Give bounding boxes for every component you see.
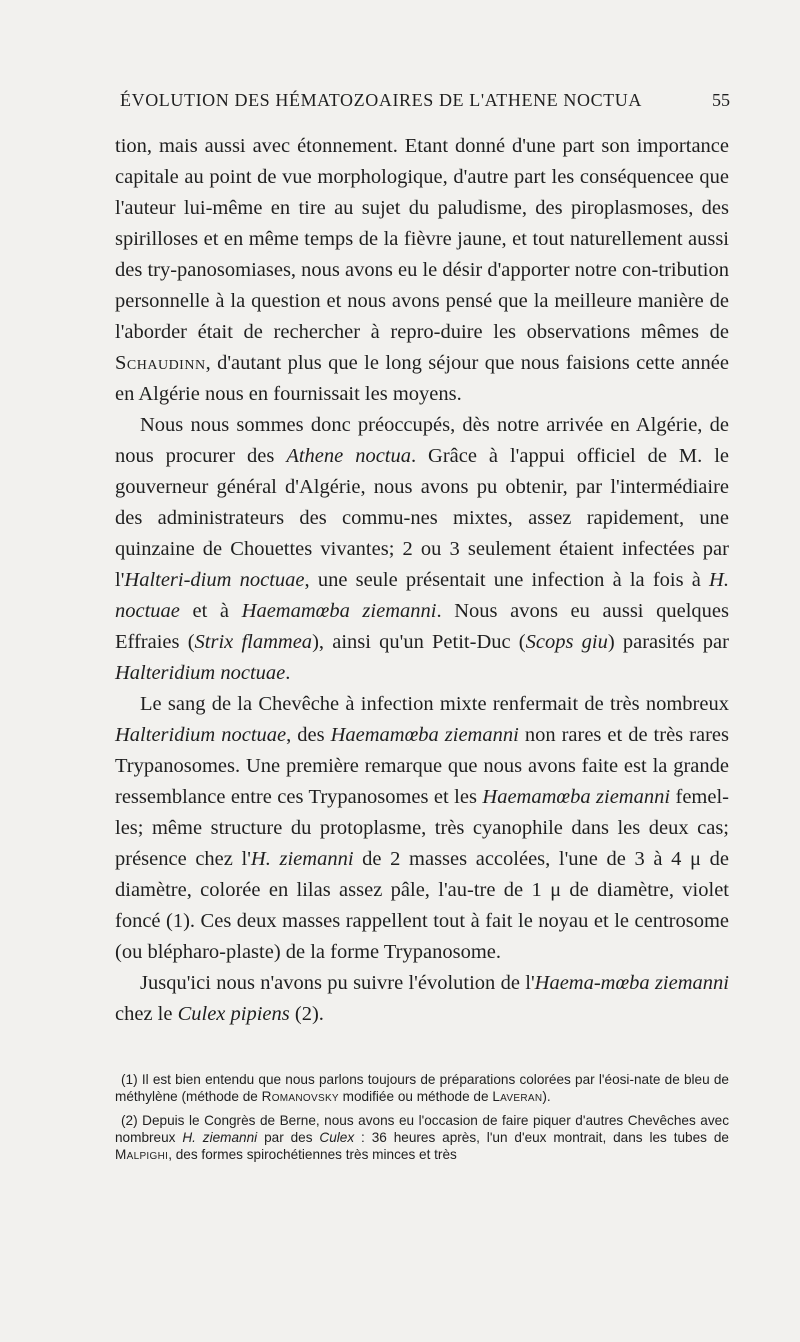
species-name: H. ziemanni bbox=[250, 848, 354, 870]
text-run: femel-les; même structure du protoplasme, très cyanophile dans les deux cas; présence chez l' bbox=[115, 786, 729, 870]
species-name: Athene noctua bbox=[286, 445, 411, 467]
text-run: chez le bbox=[115, 1003, 178, 1025]
text-run: Le sang de la Chevêche à infection mixte renfermait de très nombreux bbox=[140, 693, 729, 715]
species-name: Strix flammea bbox=[194, 631, 313, 653]
text-run: tion, mais aussi avec étonnement. Etant donné d'une part son importance capitale au point de vue morphologique, d'autre part les conséquencee que l'auteur lui-même en tire au sujet du paludisme, des piroplasmoses, des spirilloses et en même temps de la fièvre jaune, et tout naturellement aussi des try-panosomiases, nous avons eu le désir d'apporter notre con-tribution personnelle à la question et nous avons pensé que la meilleure manière de l'aborder était de rechercher à repro-duire les observations mêmes de bbox=[115, 135, 729, 343]
species-name: H. ziemanni bbox=[182, 1130, 258, 1145]
text-run: (2). bbox=[289, 1003, 324, 1025]
page-number: 55 bbox=[712, 90, 730, 110]
running-title: ÉVOLUTION DES HÉMATOZOAIRES DE L'ATHENE NOCTUA bbox=[120, 90, 642, 110]
text-run: de 2 masses accolées, l'une de 3 à 4 μ de diamètre, colorée en lilas assez pâle, l'au-tre de 1 μ de diamètre, violet foncé (1). Ces deux masses rappellent tout à fait le noyau et le centrosome (ou blépharo-plaste) de la forme Trypanosome. bbox=[115, 848, 730, 963]
author-name: Laveran bbox=[492, 1089, 543, 1104]
text-run: (2) Depuis le Congrès de Berne, nous avons eu l'occasion de faire piquer d'autres Chevêches avec nombreux bbox=[115, 1113, 729, 1145]
author-name: Schaudinn bbox=[115, 352, 206, 374]
text-run: (1) Il est bien entendu que nous parlons toujours de préparations colorées par l'éosi-nate de bleu de méthylène (méthode de bbox=[115, 1072, 729, 1104]
text-run: ). bbox=[542, 1089, 551, 1104]
text-run: ) parasités par bbox=[607, 631, 729, 653]
species-name: Halteri-dium noctuae bbox=[124, 569, 305, 591]
footnotes bbox=[115, 1071, 729, 1170]
paragraph-4 bbox=[115, 968, 729, 1030]
text-run: par des bbox=[257, 1130, 320, 1145]
species-name: Halteridium noctuae bbox=[115, 724, 287, 746]
text-run: Nous nous sommes donc préoccupés, dès notre arrivée en Algérie, de nous procurer des bbox=[115, 414, 729, 467]
author-name: Malpighi bbox=[115, 1147, 169, 1162]
footnote-1 bbox=[115, 1071, 729, 1105]
species-name: Haemamœba ziemanni bbox=[241, 600, 437, 622]
species-name: Culex bbox=[319, 1130, 355, 1145]
species-name: Haema-mœba ziemanni bbox=[534, 972, 729, 994]
text-run: , des bbox=[286, 724, 331, 746]
text-run: et à bbox=[179, 600, 242, 622]
text-run: : 36 heures après, l'un d'eux montrait, dans les tubes de bbox=[354, 1130, 729, 1145]
text-run: , d'autant plus que le long séjour que nous faisions cette année en Algérie nous en fournissait les moyens. bbox=[115, 352, 729, 405]
body-text bbox=[115, 131, 729, 1030]
paragraph-3 bbox=[115, 689, 729, 968]
text-run: , des formes spirochétiennes très minces et très bbox=[168, 1147, 457, 1162]
text-run: modifiée ou méthode de bbox=[338, 1089, 493, 1104]
species-name: Haemamœba ziemanni bbox=[330, 724, 519, 746]
species-name: Halteridium noctuae bbox=[115, 662, 286, 684]
author-name: Romanovsky bbox=[261, 1089, 339, 1104]
species-name: Culex pipiens bbox=[177, 1003, 290, 1025]
text-run: . Nous avons eu aussi quelques Effraies ( bbox=[115, 600, 729, 653]
text-run: Jusqu'ici nous n'avons pu suivre l'évolution de l' bbox=[140, 972, 535, 994]
text-run: non rares et de très rares Trypanosomes. Une première remarque que nous avons faite est la grande ressemblance entre ces Trypanosomes et les bbox=[115, 724, 729, 808]
running-head bbox=[118, 90, 730, 116]
species-name: H. noctuae bbox=[115, 569, 729, 622]
text-run: . bbox=[285, 662, 291, 684]
paragraph-2 bbox=[115, 410, 729, 689]
species-name: Haemamœba ziemanni bbox=[482, 786, 671, 808]
text-run: ), ainsi qu'un Petit-Duc ( bbox=[312, 631, 526, 653]
species-name: Scops giu bbox=[525, 631, 608, 653]
paragraph-1 bbox=[115, 131, 729, 410]
text-run: , une seule présentait une infection à la fois à bbox=[304, 569, 710, 591]
footnote-2 bbox=[115, 1112, 729, 1163]
text-run: . Grâce à l'appui officiel de M. le gouverneur général d'Algérie, nous avons pu obtenir, par l'intermédiaire des administrateurs des commu-nes mixtes, assez rapidement, une quinzaine de Chouettes vivantes; 2 ou 3 seulement étaient infectées par l' bbox=[115, 445, 729, 591]
